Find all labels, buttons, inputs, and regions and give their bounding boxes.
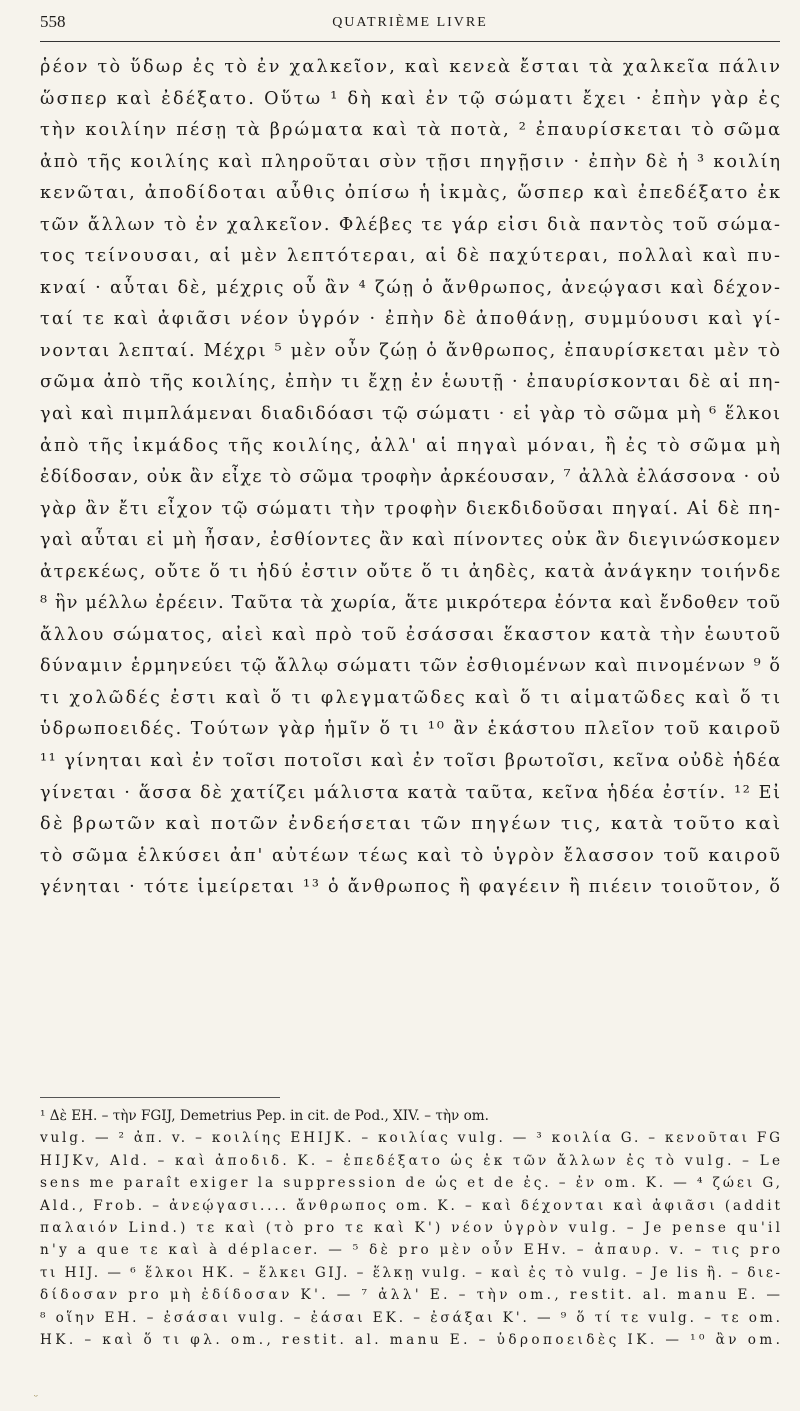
text-line: τος τείνουσαι, αἱ μὲν λεπτότεραι, αἱ δὲ παχύτεραι, πολλαὶ καὶ πυ-	[40, 246, 783, 267]
footnotes	[40, 1105, 784, 1351]
main-text	[40, 52, 783, 904]
text-line: γίνεται · ἅσσα δὲ χατίζει μάλιστα κατὰ ταῦτα, κεῖνα ἡδέα ἐστίν. ¹² Εἰ	[40, 782, 782, 803]
page-number: 558	[40, 12, 66, 31]
text-line: ἐδίδοσαν, οὐκ ἂν εἶχε τὸ σῶμα τροφὴν ἀρκέουσαν, ⁷ ἀλλὰ ἐλάσσονα · οὐ	[40, 467, 782, 488]
text-line: σῶμα ἀπὸ τῆς κοιλίης, ἐπὴν τι ἔχῃ ἐν ἑωυτῇ · ἐπαυρίσκονται δὲ αἱ πη-	[40, 372, 782, 393]
text-line: κναί · αὗται δὲ, μέχρις οὗ ἂν ⁴ ζώῃ ὁ ἄνθρωπος, ἀνεῴγασι καὶ δέχον-	[40, 277, 782, 298]
text-line: τῶν ἄλλων τὸ ἐν χαλκεῖον. Φλέβες τε γάρ εἰσι διὰ παντὸς τοῦ σώμα-	[40, 214, 782, 235]
text-line: τὴν κοιλίην πέσῃ τὰ βρώματα καὶ τὰ ποτὰ, ² ἐπαυρίσκεται τὸ σῶμα	[40, 120, 783, 141]
text-line: ἀπὸ τῆς κοιλίης καὶ πληροῦται σὺν τῇσι πηγῇσιν · ἐπὴν δὲ ἡ ³ κοιλίη	[40, 151, 782, 172]
text-line: δύναμιν ἑρμηνεύει τῷ ἄλλῳ σώματι τῶν ἐσθιομένων καὶ πινομένων ⁹ ὅ	[40, 656, 782, 677]
footnote-line: τι HIJ. — ⁶ ἕλκοι HK. – ἕλκει GIJ. – ἕλκῃ vulg. – καὶ ἐς τὸ vulg. – Je lis ἢ. – διε-	[40, 1264, 783, 1281]
text-line: γαὶ καὶ πιμπλάμεναι διαδιδόασι τῷ σώματι · εἰ γὰρ τὸ σῶμα μὴ ⁶ ἕλκοι	[40, 404, 782, 425]
running-title: QUATRIÈME LIVRE	[332, 15, 488, 30]
text-line: ⁸ ἣν μέλλω ἐρέειν. Ταῦτα τὰ χωρία, ἅτε μικρότερα ἐόντα καὶ ἔνδοθεν τοῦ	[40, 593, 782, 614]
text-line: ἀπὸ τῆς ἰκμάδος τῆς κοιλίης, ἀλλ' αἱ πηγαὶ μόναι, ἢ ἐς τὸ σῶμα μὴ	[40, 435, 783, 456]
text-line: ¹¹ γίνηται καὶ ἐν τοῖσι ποτοῖσι καὶ ἐν τοῖσι βρωτοῖσι, κεῖνα οὐδὲ ἡδέα	[40, 751, 782, 772]
text-line: ὑδρωποειδές. Τούτων γὰρ ἡμῖν ὅ τι ¹⁰ ἂν ἑκάστου πλεῖον τοῦ καιροῦ	[40, 719, 782, 740]
text-line: νονται λεπταί. Μέχρι ⁵ μὲν οὖν ζώῃ ὁ ἄνθρωπος, ἐπαυρίσκεται μὲν τὸ	[40, 340, 782, 361]
footnote-line: HK. – καὶ ὅ τι φλ. om., restit. al. manu E. – ὑδροποειδὲς IK. — ¹⁰ ἂν om.	[40, 1331, 784, 1348]
footnote-line: HIJKv, Ald. – καὶ ἀποδιδ. K. – ἐπεδέξατο ὡς ἐκ τῶν ἄλλων ἐς τὸ vulg. – Le	[40, 1152, 784, 1169]
text-line: ἀτρεκέως, οὔτε ὅ τι ἡδύ ἐστιν οὔτε ὅ τι ἀηδὲς, κατὰ ἀνάγκην τοιήνδε	[40, 561, 782, 582]
footnote-line: ¹ Δὲ EH. – τὴν FGIJ, Demetrius Pep. in cit. de Pod., XIV. – τὴν om.	[40, 1108, 490, 1124]
text-line: ῥέον τὸ ὕδωρ ἐς τὸ ἐν χαλκεῖον, καὶ κενεὰ ἔσται τὰ χαλκεῖα πάλιν	[40, 57, 783, 77]
text-line: γένηται · τότε ἱμείρεται ¹³ ὁ ἄνθρωπος ἢ φαγέειν ἢ πιέειν τοιοῦτον, ὅ	[40, 877, 782, 898]
text-line: ταί τε καὶ ἀφιᾶσι νέον ὑγρόν · ἐπὴν δὲ ἀποθάνῃ, συμμύουσι καὶ γί-	[40, 309, 783, 330]
footnote-line: δίδοσαν pro μὴ ἐδίδοσαν K'. — ⁷ ἀλλ' E. – τὴν om., restit. al. manu E. —	[40, 1287, 784, 1304]
footnote-line: παλαιόν Lind.) τε καὶ (τὸ pro τε καὶ K') νέον ὑγρὸν vulg. – Je pense qu'il	[40, 1219, 784, 1236]
footnote-line: Ald., Frob. – ἀνεῴγασι.... ἄνθρωπος om. K. – καὶ δέχονται καὶ ἀφιᾶσι (addit	[40, 1197, 783, 1214]
text-line: τι χολῶδές ἐστι καὶ ὅ τι φλεγματῶδες καὶ ὅ τι αἱματῶδες καὶ ὅ τι	[40, 687, 783, 708]
footnote-line: n'y a que τε καὶ à déplacer. — ⁵ δὲ pro μὲν οὖν EHv. – ἀπαυρ. v. – τις pro	[40, 1242, 784, 1259]
text-line: ἄλλου σώματος, αἰεὶ καὶ πρὸ τοῦ ἐσάσσαι ἕκαστον κατὰ τὴν ἑωυτοῦ	[40, 624, 782, 645]
text-line: κενῶται, ἀποδίδοται αὖθις ὀπίσω ἡ ἰκμὰς, ὥσπερ καὶ ἐπεδέξατο ἐκ	[40, 183, 783, 204]
footnote-line: vulg. — ² ἀπ. v. – κοιλίης EHIJK. – κοιλίας vulg. — ³ κοιλία G. – κενοῦται FG	[40, 1130, 783, 1147]
header-rule	[40, 41, 780, 42]
text-line: γαὶ αὗται εἰ μὴ ἦσαν, ἐσθίοντες ἂν καὶ πίνοντες οὐκ ἂν διεγινώσκομεν	[40, 530, 782, 551]
footnote-line: sens me paraît exiger la suppression de ὡς et de ἐς. – ἐν om. K. — ⁴ ζώει G,	[40, 1175, 783, 1192]
text-line: τὸ σῶμα ἑλκύσει ἀπ' αὐτέων τέως καὶ τὸ ὑγρὸν ἔλασσον τοῦ καιροῦ	[40, 845, 783, 866]
footnote-line: ⁸ οἵην EH. – ἐσάσαι vulg. – ἐάσαι EK. – ἐσάξαι K'. — ⁹ ὅ τί τε vulg. – τε om.	[40, 1309, 783, 1326]
text-line: ὥσπερ καὶ ἐδέξατο. Οὕτω ¹ δὴ καὶ ἐν τῷ σώματι ἔχει · ἐπὴν γὰρ ἐς	[40, 88, 783, 109]
margin-mark-icon: ᵕ	[34, 1392, 38, 1403]
footnote-rule	[40, 1097, 280, 1098]
text-line: γὰρ ἂν ἔτι εἶχον τῷ σώματι τὴν τροφὴν διεκδιδοῦσαι πηγαί. Αἱ δὲ πη-	[40, 498, 782, 519]
text-line: δὲ βρωτῶν καὶ ποτῶν ἐνδεήσεται τῶν πηγέων τις, κατὰ τοῦτο καὶ	[40, 814, 783, 835]
page-header	[40, 8, 780, 38]
